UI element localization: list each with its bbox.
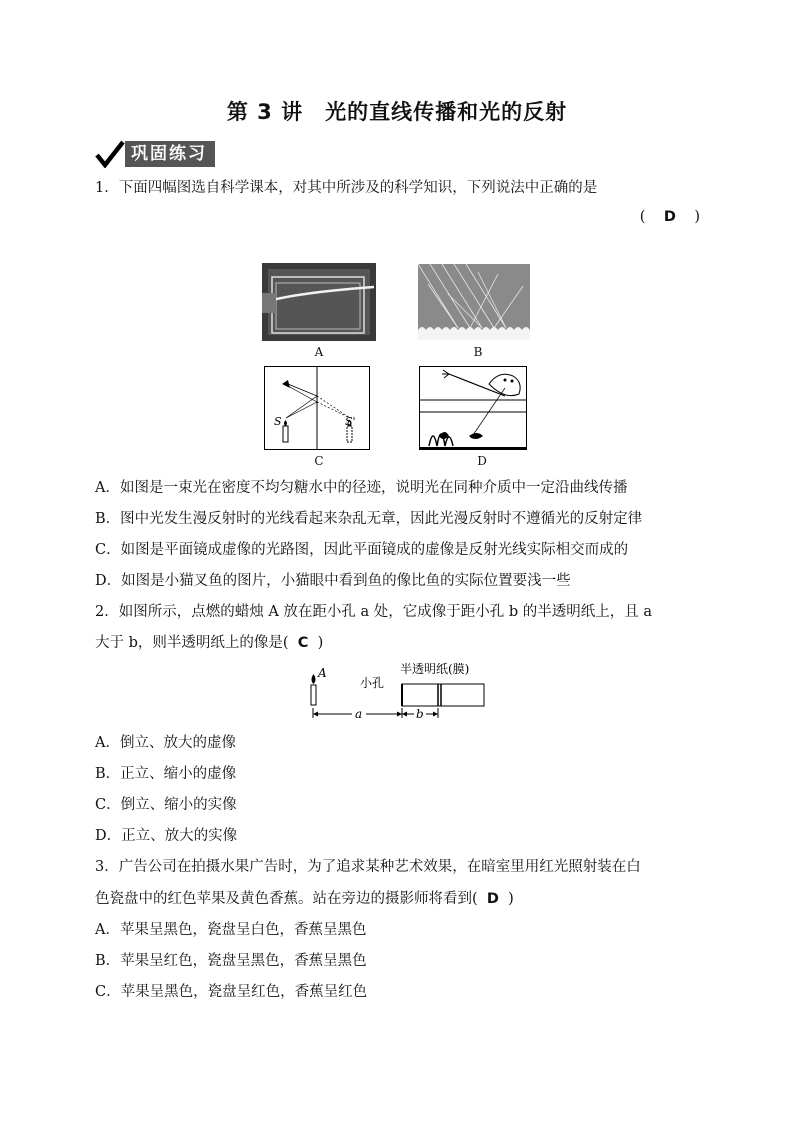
q3-answer: D [486, 891, 499, 907]
page-title: 第 3 讲 光的直线传播和光的反射 [226, 100, 568, 124]
candle-label: A [318, 666, 327, 680]
mirror-label-s [272, 412, 288, 428]
q1-stem: 1．下面四幅图选自科学课本，对其中所涉及的科学知识，下列说法中正确的是 [95, 180, 598, 196]
q3-stem-line1: 3．广告公司在拍摄水果广告时，为了追求某种艺术效果，在暗室里用红光照射装在白 [95, 859, 641, 875]
checkmark-icon [95, 140, 125, 168]
q3-option-c: C．苹果呈黑色，瓷盘呈红色，香蕉呈红色 [95, 984, 368, 1000]
figure-c-label: C [314, 454, 324, 468]
q2-stem-line1: 2．如图所示，点燃的蜡烛 A 放在距小孔 a 处，它成像于距小孔 b 的半透明纸上，且 a [95, 604, 653, 620]
q3-option-b: B．苹果呈红色，瓷盘呈黑色，香蕉呈黑色 [95, 953, 367, 969]
figure-d-image [419, 366, 527, 450]
q1-answer: D [663, 209, 676, 225]
section-header [95, 140, 215, 168]
figure-a-image [262, 263, 376, 341]
distance-b-label: b [416, 707, 424, 721]
q2-option-b: B．正立、缩小的虚像 [95, 766, 237, 782]
pinhole-label: 小孔 [360, 676, 385, 690]
q1-option-d: D．如图是小猫叉鱼的图片，小猫眼中看到鱼的像比鱼的实际位置要浅一些 [95, 573, 571, 589]
q2-option-d: D．正立、放大的实像 [95, 828, 238, 844]
q2-option-a: A．倒立、放大的虚像 [95, 735, 236, 751]
section-label: 巩固练习 [125, 141, 215, 167]
q2-option-c: C．倒立、缩小的实像 [95, 797, 237, 813]
q2-answer: C [297, 635, 309, 651]
paper-label: 半透明纸(膜) [400, 662, 470, 676]
q1-option-a: A．如图是一束光在密度不均匀糖水中的径迹，说明光在同种介质中一定沿曲线传播 [95, 480, 628, 496]
figure-c-image [264, 366, 370, 450]
figure-a-label: A [314, 345, 324, 359]
figure-d-label: D [477, 454, 487, 468]
q1-option-b: B．图中光发生漫反射时的光线看起来杂乱无章，因此光漫反射时不遵循光的反射定律 [95, 511, 643, 527]
figure-b-label: B [473, 345, 483, 359]
q1-answer-slot: ( D ) [639, 209, 700, 225]
svg-text:S': S' [345, 415, 356, 428]
q1-option-c: C．如图是平面镜成虚像的光路图，因此平面镜成的虚像是反射光线实际相交而成的 [95, 542, 629, 558]
q3-option-a: A．苹果呈黑色，瓷盘呈白色，香蕉呈黑色 [95, 922, 367, 938]
figure-b-image [418, 264, 530, 340]
svg-text:S: S [274, 415, 282, 428]
distance-a-label: a [355, 707, 363, 721]
q2-stem-line2: 大于 b，则半透明纸上的像是( C ) [95, 635, 324, 651]
q3-stem-line2: 色瓷盘中的红色苹果及黄色香蕉。站在旁边的摄影师将看到( D ) [95, 891, 514, 907]
pinhole-figure [300, 660, 500, 722]
mirror-label-s-prime [343, 412, 363, 428]
